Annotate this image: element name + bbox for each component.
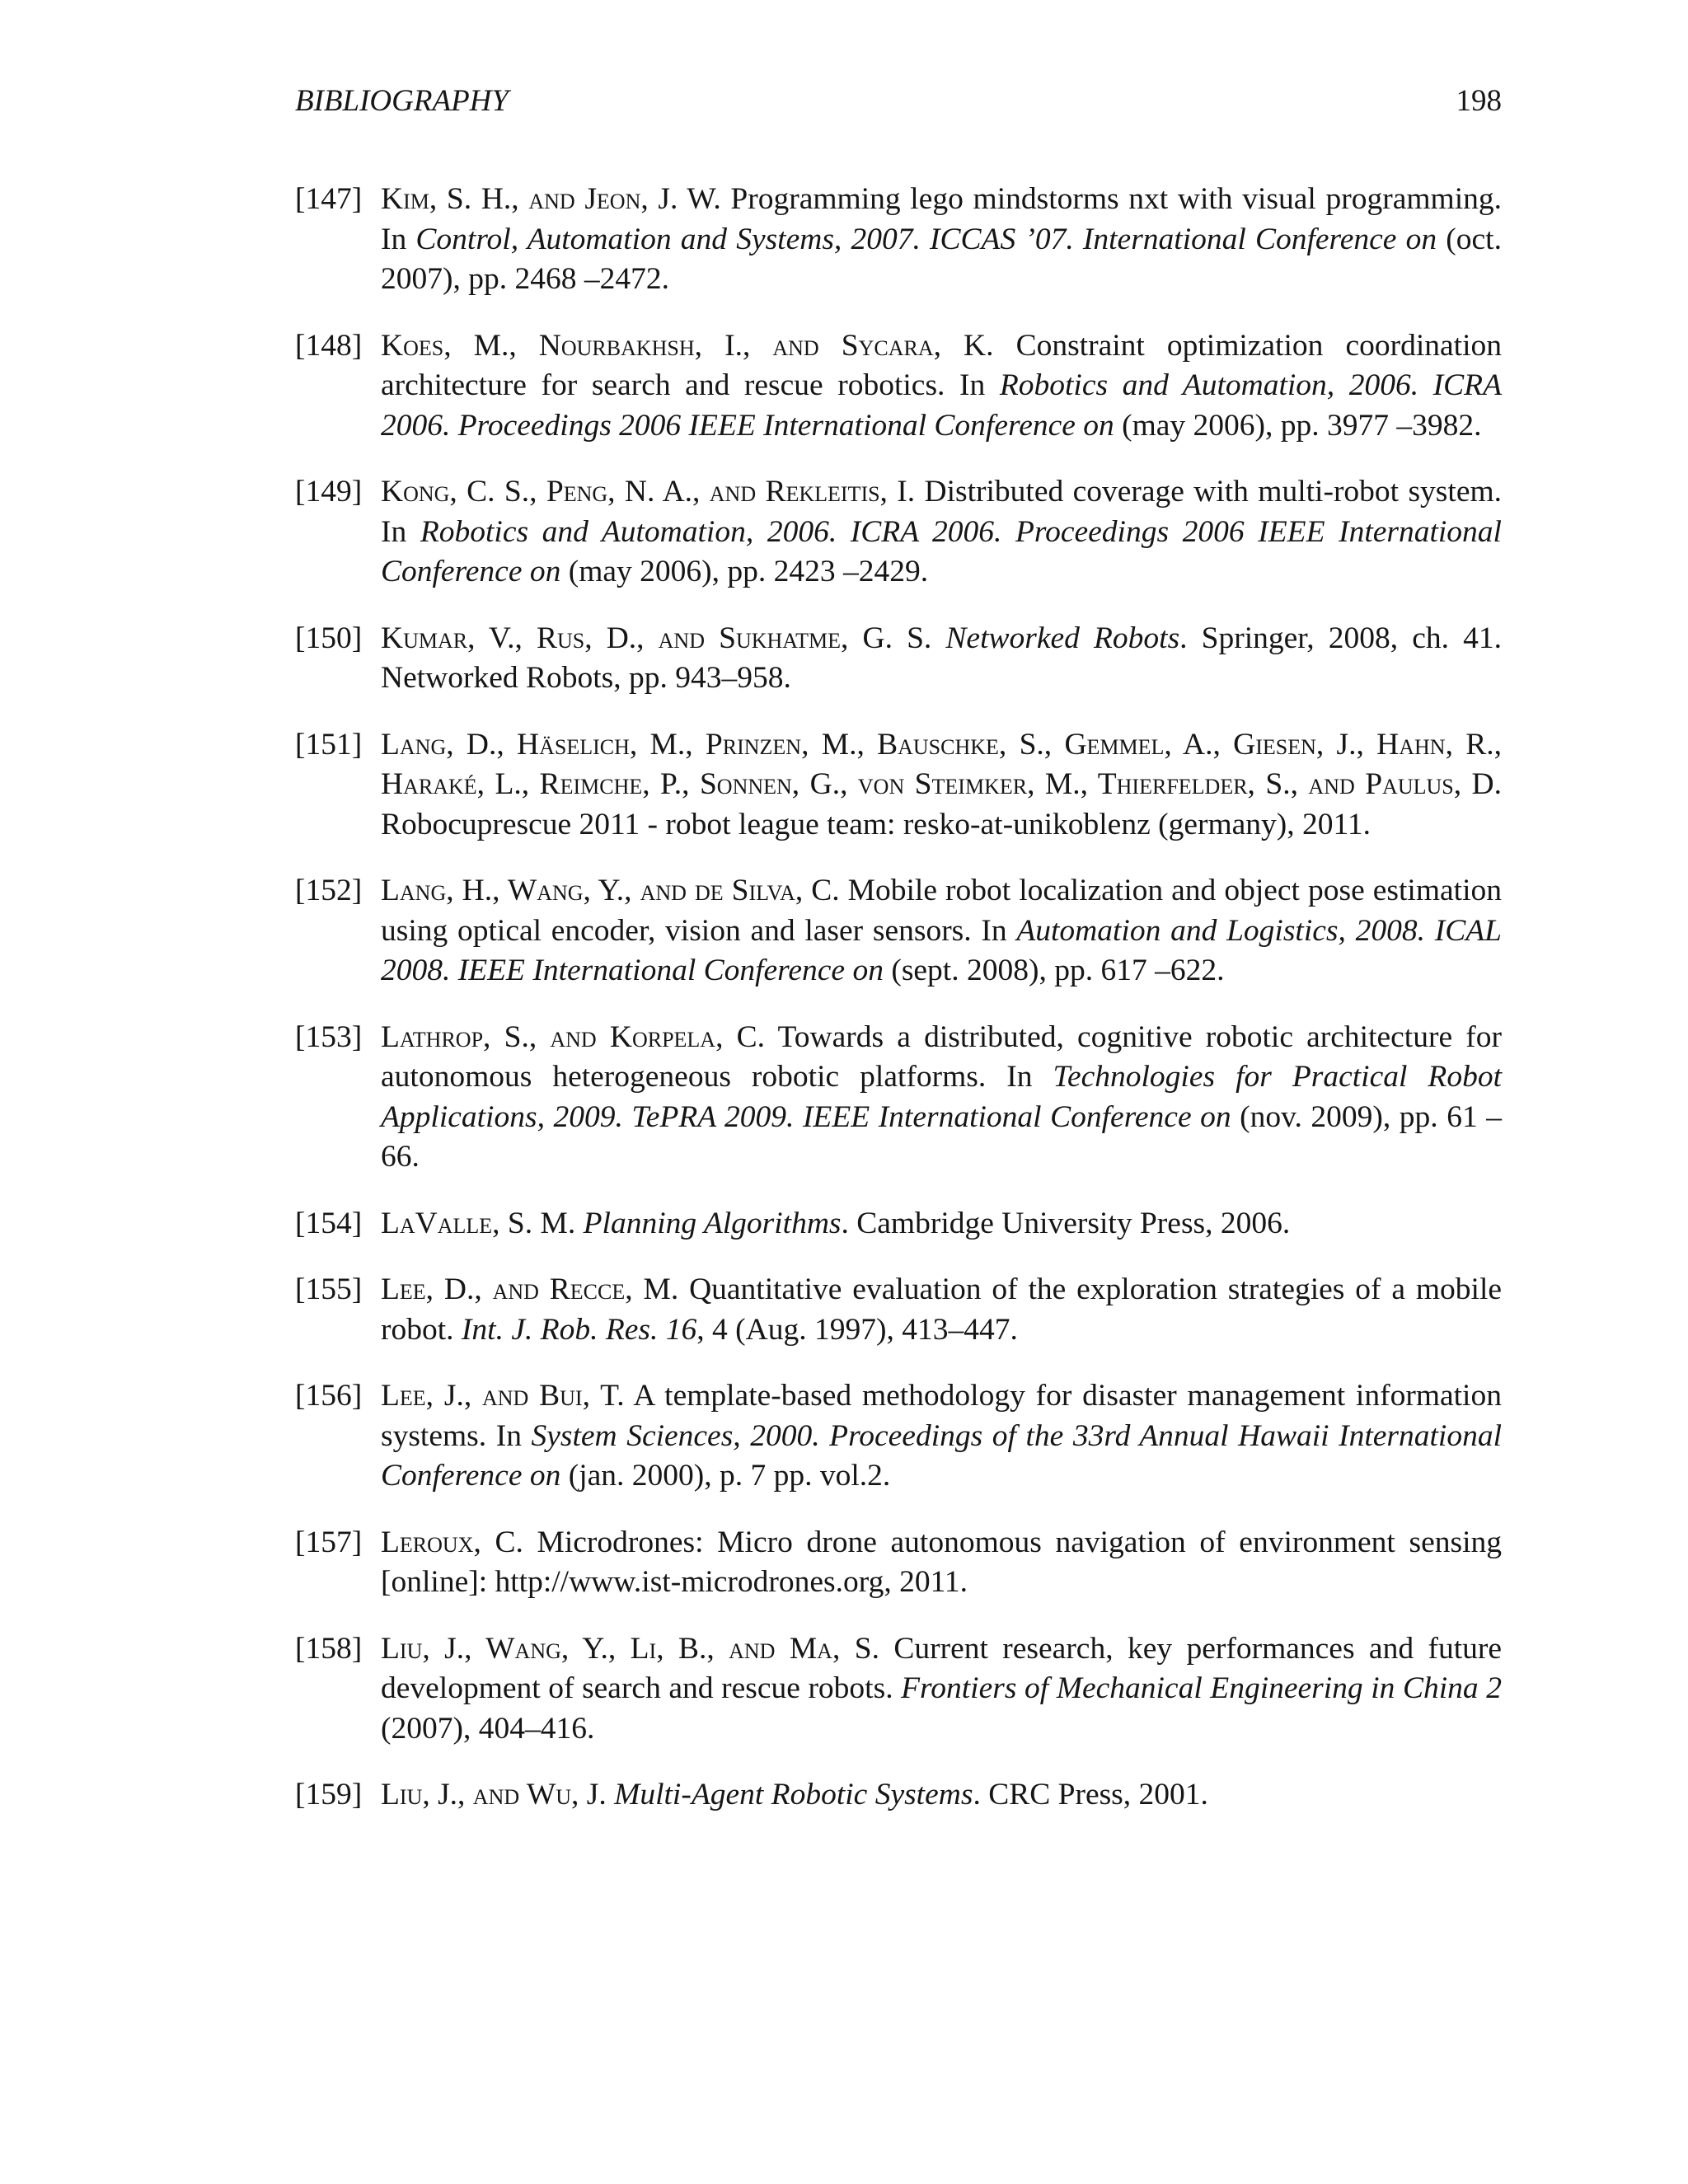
bib-entry (295, 1018, 1502, 1178)
bib-venue: Technologies for Practical Robot Applications, 2009. TePRA 2009. IEEE International Conference on (381, 1060, 1502, 1134)
bib-entry-text (381, 1775, 1502, 1816)
bib-text-segment: (oct. 2007), pp. 2468 –2472. (381, 222, 1502, 296)
bib-entry-label: [153] (295, 1019, 363, 1054)
bib-text-segment: Mobile robot localization and object pose estimation using optical encoder, vision and laser sensors. In (381, 874, 1502, 948)
bib-venue: System Sciences, 2000. Proceedings of the 33rd Annual Hawaii International Conference on (381, 1418, 1502, 1493)
bib-entry-text (381, 619, 1502, 699)
bib-authors: Koes, M., Nourbakhsh, I., and Sycara, K. (381, 328, 994, 363)
bib-entry-text (381, 725, 1502, 846)
bib-venue: Robotics and Automation, 2006. ICRA 2006. Proceedings 2006 IEEE International Conference on (381, 368, 1502, 443)
bib-entry-text (381, 180, 1502, 300)
bib-text-segment: Distributed coverage with multi-robot system. In (381, 475, 1503, 549)
bib-entry (295, 871, 1502, 991)
bib-text-segment: , 4 (Aug. 1997), 413–447. (696, 1312, 1018, 1347)
running-head (295, 81, 1502, 122)
bib-entry-label: [149] (295, 475, 363, 509)
bib-entry-text (381, 472, 1502, 593)
bib-venue: Networked Robots (945, 621, 1180, 655)
bib-entry-label: [157] (295, 1525, 363, 1559)
bib-entry-label: [159] (295, 1778, 363, 1811)
bib-entry (295, 1629, 1502, 1750)
bib-entry-text (381, 326, 1502, 447)
bib-entry-label: [155] (295, 1272, 363, 1306)
bib-entry-text (381, 1018, 1502, 1178)
bib-text-segment (607, 1778, 614, 1811)
bib-entry (295, 619, 1502, 699)
bib-entry (295, 725, 1502, 846)
bibliography-list (295, 180, 1502, 1842)
bib-entry (295, 326, 1502, 447)
bib-text-segment (931, 621, 945, 655)
bib-authors: Lang, H., Wang, Y., and de Silva, C. (381, 874, 840, 907)
bib-venue: Robotics and Automation, 2006. ICRA 2006. Proceedings 2006 IEEE International Conference on (381, 514, 1502, 588)
bib-entry-label: [152] (295, 874, 363, 907)
bib-text-segment: (nov. 2009), pp. 61 –66. (381, 1099, 1502, 1174)
bib-text-segment: Current research, key performances and future development of search and rescue robots. (381, 1631, 1503, 1705)
bib-authors: Liu, J., Wang, Y., Li, B., and Ma, S. (381, 1631, 879, 1666)
bib-text-segment: (sept. 2008), pp. 617 –622. (883, 954, 1225, 987)
bib-text-segment (575, 1207, 583, 1240)
bib-text-segment: (may 2006), pp. 3977 –3982. (1114, 408, 1482, 443)
bib-venue: Control, Automation and Systems, 2007. ICCAS ’07. International Conference on (415, 222, 1437, 256)
bib-authors: Lee, J., and Bui, T. (381, 1379, 625, 1413)
bib-authors: Leroux, C. (381, 1525, 523, 1559)
page-number: 198 (1456, 84, 1502, 118)
bib-text-segment: . CRC Press, 2001. (973, 1778, 1208, 1811)
bib-entry-text (381, 871, 1502, 991)
running-head-title: BIBLIOGRAPHY (295, 84, 509, 118)
bib-text-segment: (jan. 2000), p. 7 pp. vol.2. (560, 1459, 891, 1493)
bib-text-segment: A template-based methodology for disaster management information systems. In (381, 1379, 1502, 1453)
bib-venue: Planning Algorithms (583, 1206, 842, 1240)
bib-text-segment: Microdrones: Micro drone autonomous navigation of environment sensing [online]: http://www.ist-microdrones.org, 2011. (381, 1525, 1502, 1599)
bib-authors: LaValle, S. M. (381, 1206, 576, 1240)
bib-entry (295, 1523, 1502, 1603)
bib-entry-label: [148] (295, 328, 363, 363)
bib-text-segment: (2007), 404–416. (381, 1711, 595, 1746)
bib-authors: Liu, J., and Wu, J. (381, 1778, 607, 1811)
bib-authors: Kong, C. S., Peng, N. A., and Rekleitis, I. (381, 475, 916, 509)
bib-entry (295, 472, 1502, 593)
bib-entry-text (381, 1629, 1502, 1750)
bib-authors: Kim, S. H., and Jeon, J. W. (381, 182, 721, 216)
bib-entry (295, 1204, 1502, 1244)
bib-authors: Lee, D., and Recce, M. (381, 1272, 679, 1306)
bib-entry (295, 1270, 1502, 1350)
bib-venue: Automation and Logistics, 2008. ICAL 2008. IEEE International Conference on (381, 913, 1502, 987)
bib-entry (295, 1775, 1502, 1816)
bib-venue: Frontiers of Mechanical Engineering in China 2 (901, 1671, 1502, 1705)
bib-entry (295, 180, 1502, 300)
bib-text-segment: Robocuprescue 2011 - robot league team: resko-at-unikoblenz (germany), 2011. (381, 807, 1371, 841)
bib-entry-label: [147] (295, 182, 363, 216)
bib-venue: Int. J. Rob. Res. 16 (461, 1312, 697, 1347)
bib-text-segment: (may 2006), pp. 2423 –2429. (560, 555, 929, 588)
bib-entry-text (381, 1376, 1502, 1497)
bib-authors: Lang, D., Häselich, M., Prinzen, M., Bauschke, S., Gemmel, A., Giesen, J., Hahn, R., Haraké, L., Reimche, P., Sonnen, G., von Steimker, M., Thierfelder, S., and Paulus, D. (381, 727, 1502, 801)
bib-text-segment: Constraint optimization coordination architecture for search and rescue robotics. In (381, 328, 1502, 402)
bib-text-segment: . Cambridge University Press, 2006. (841, 1206, 1291, 1240)
bib-text-segment: Programming lego mindstorms nxt with visual programming. In (381, 182, 1502, 256)
bib-entry-text (381, 1270, 1502, 1350)
bib-entry-label: [156] (295, 1379, 363, 1413)
bib-entry-label: [158] (295, 1631, 363, 1666)
bib-entry (295, 1376, 1502, 1497)
bib-text-segment: . Springer, 2008, ch. 41. Networked Robots, pp. 943–958. (381, 621, 1502, 695)
bib-text-segment: Quantitative evaluation of the exploration strategies of a mobile robot. (381, 1272, 1503, 1347)
bib-authors: Kumar, V., Rus, D., and Sukhatme, G. S. (381, 621, 932, 655)
bib-entry-text (381, 1523, 1502, 1603)
bib-text-segment: Towards a distributed, cognitive robotic architecture for autonomous heterogeneous robotic platforms. In (381, 1019, 1503, 1094)
bib-authors: Lathrop, S., and Korpela, C. (381, 1019, 766, 1054)
bib-venue: Multi-Agent Robotic Systems (614, 1778, 973, 1811)
bib-entry-label: [151] (295, 727, 363, 762)
bib-entry-label: [150] (295, 621, 363, 655)
bib-entry-label: [154] (295, 1206, 363, 1240)
bib-entry-text (381, 1204, 1502, 1244)
